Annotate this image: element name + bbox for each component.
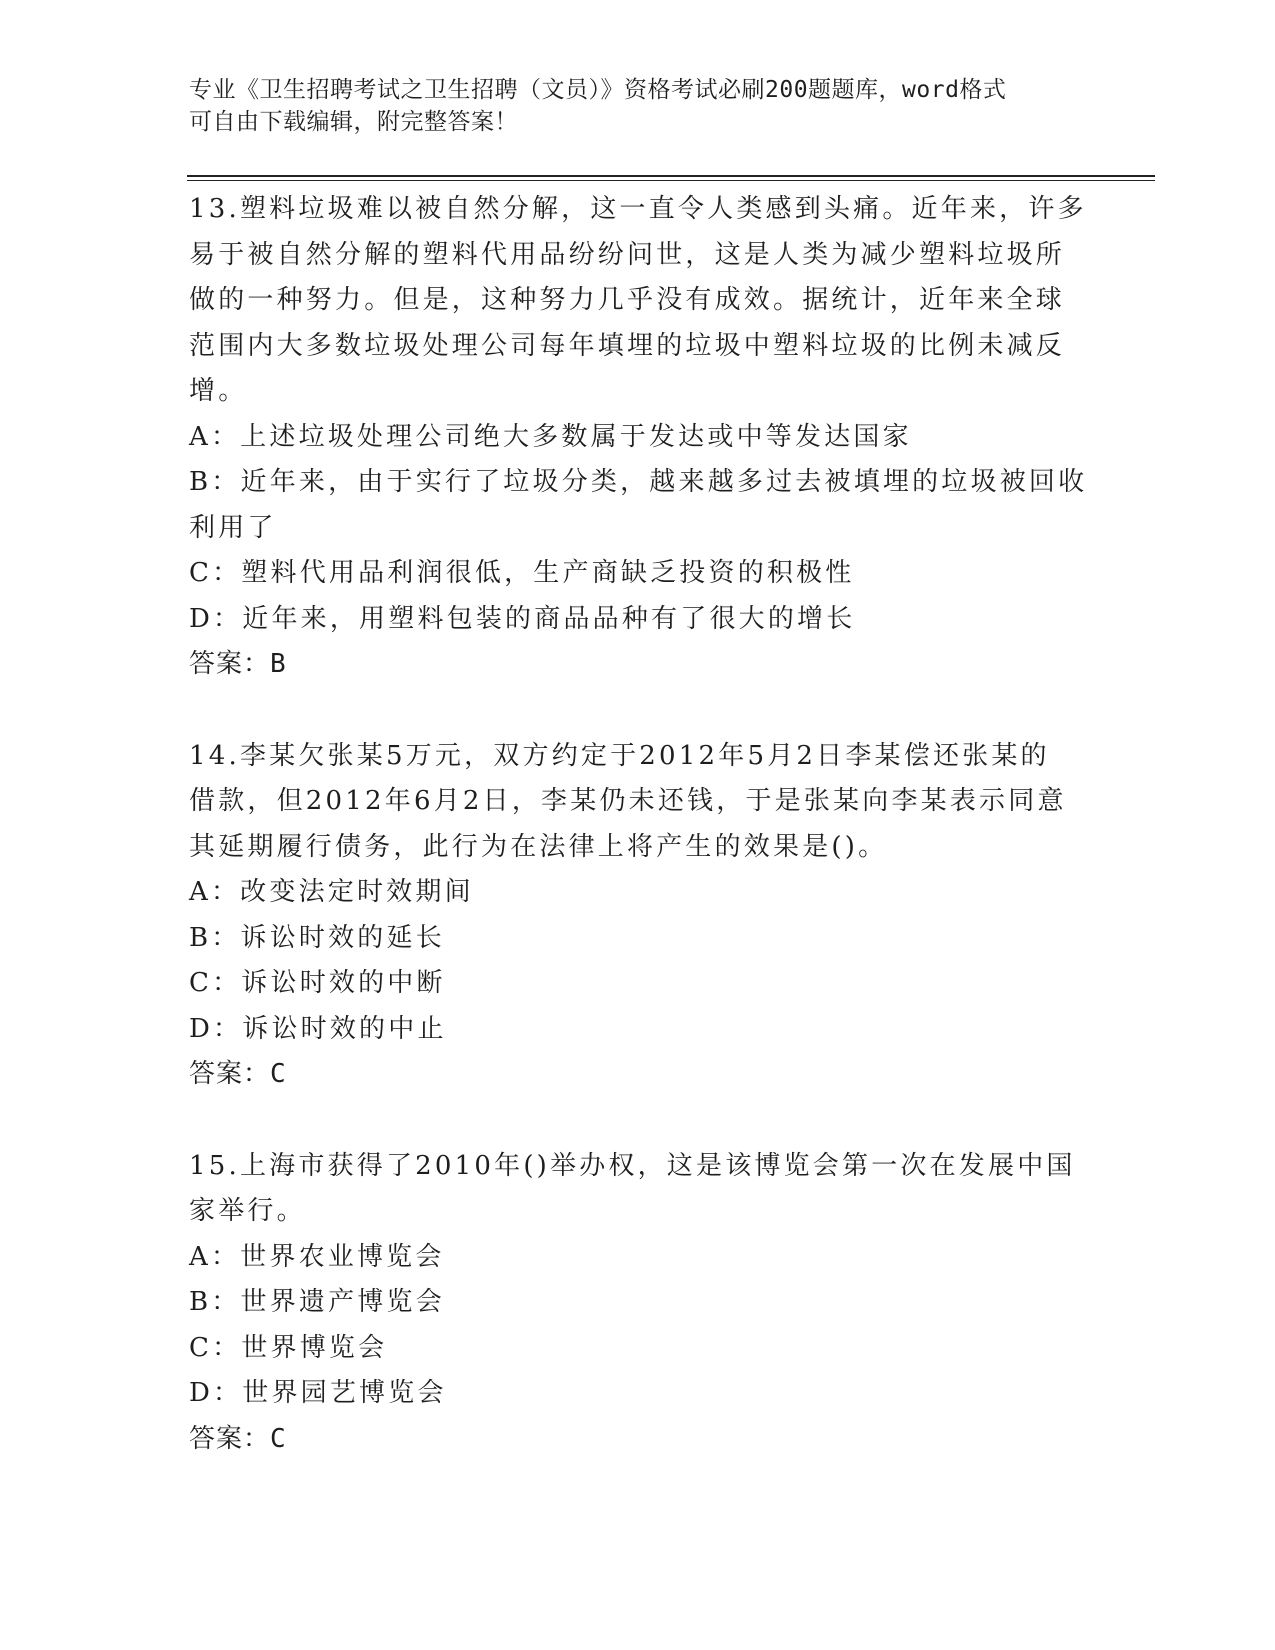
option-c: C：诉讼时效的中断: [189, 968, 446, 998]
question-stem-line: 13.塑料垃圾难以被自然分解，这一直令人类感到头痛。近年来，许多: [189, 194, 1087, 224]
question-list: [189, 187, 1089, 1508]
answer-line: 答案：C: [189, 1059, 287, 1089]
option-b: B：诉讼时效的延长: [189, 922, 445, 953]
question-13: [189, 187, 1089, 688]
header-title-line-2: 可自由下载编辑，附完整答案！: [189, 109, 518, 135]
question-stem-line: 做的一种努力。但是，这种努力几乎没有成效。据统计，近年来全球: [189, 285, 1066, 315]
header-divider-thin: [187, 180, 1155, 181]
option-d: D：诉讼时效的中止: [189, 1013, 447, 1044]
question-stem-line: 易于被自然分解的塑料代用品纷纷问世，这是人类为减少塑料垃圾所: [189, 239, 1066, 270]
option-d: D：世界园艺博览会: [189, 1378, 447, 1408]
question-stem-line: 15.上海市获得了2010年()举办权，这是该博览会第一次在发展中国: [189, 1150, 1076, 1181]
document-header: [189, 74, 1069, 138]
header-title-line-1: 专业《卫生招聘考试之卫生招聘（文员）》资格考试必刷200题题库，word格式: [189, 77, 1007, 103]
option-a: A：世界农业博览会: [189, 1241, 445, 1272]
question-stem-line: 14.李某欠张某5万元，双方约定于2012年5月2日李某偿还张某的: [189, 740, 1050, 771]
question-stem-line: 增。: [189, 376, 248, 406]
option-a: A：上述垃圾处理公司绝大多数属于发达或中等发达国家: [189, 421, 912, 452]
answer-line: 答案：C: [189, 1423, 287, 1454]
answer-line: 答案：B: [189, 649, 287, 679]
option-d: D：近年来，用塑料包装的商品品种有了很大的增长: [189, 603, 856, 634]
header-divider-thick: [187, 175, 1155, 177]
question-stem-line: 家举行。: [189, 1196, 306, 1226]
option-c: C：世界博览会: [189, 1332, 388, 1363]
question-stem-line: 借款，但2012年6月2日，李某仍未还钱，于是张某向李某表示同意: [189, 786, 1067, 816]
option-b: B：近年来，由于实行了垃圾分类，越来越多过去被填埋的垃圾被回收: [189, 467, 1088, 497]
option-b: B：世界遗产博览会: [189, 1287, 445, 1317]
option-b-continued: 利用了: [189, 512, 277, 543]
question-14: [189, 734, 1089, 1098]
question-stem-line: 范围内大多数垃圾处理公司每年填埋的垃圾中塑料垃圾的比例未减反: [189, 330, 1066, 361]
question-stem-line: 其延期履行债务，此行为在法律上将产生的效果是()。: [189, 831, 888, 862]
option-c: C：塑料代用品利润很低，生产商缺乏投资的积极性: [189, 558, 855, 588]
option-a: A：改变法定时效期间: [189, 877, 474, 907]
question-15: [189, 1144, 1089, 1463]
